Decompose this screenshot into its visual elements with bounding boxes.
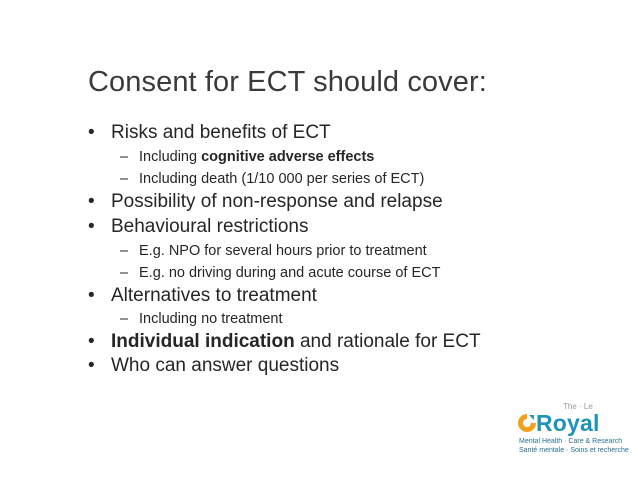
bullet-text: Alternatives to treatment [111, 285, 317, 306]
logo-tagline-en: Mental Health · Care & Research [519, 438, 623, 445]
dash-marker: – [120, 243, 129, 259]
royal-sun-icon [516, 412, 538, 434]
bullet-marker: • [88, 216, 95, 237]
royal-logo [508, 400, 629, 460]
sub-bullet-text: Including no treatment [139, 311, 283, 327]
slide-title: Consent for ECT should cover: [88, 66, 487, 98]
text-bold: Individual indication [111, 331, 295, 352]
text-bold: cognitive adverse effects [201, 149, 375, 165]
sub-bullet-text: Including death (1/10 000 per series of ECT) [139, 171, 425, 187]
text-prefix: Including [139, 149, 202, 165]
bullet-text: Risks and benefits of ECT [111, 122, 331, 143]
logo-the-le: The · Le [563, 402, 593, 411]
sub-bullet-text: E.g. no driving during and acute course of ECT [139, 265, 441, 281]
bullet-marker: • [88, 122, 95, 143]
bullet-marker: • [88, 285, 95, 306]
bullet-text [111, 331, 481, 353]
bullet-marker: • [88, 355, 95, 376]
sub-bullet-text: E.g. NPO for several hours prior to treatment [139, 243, 427, 259]
bullet-text: Possibility of non-response and relapse [111, 191, 443, 212]
text-suffix: and rationale for ECT [294, 331, 481, 352]
logo-name: Royal [536, 410, 600, 436]
sub-bullet-text [139, 149, 374, 165]
bullet-marker: • [88, 331, 95, 352]
dash-marker: – [120, 171, 129, 187]
logo-tagline-fr: Santé mentale · Soins et recherche [519, 447, 629, 454]
dash-marker: – [120, 149, 129, 165]
bullet-text: Who can answer questions [111, 355, 340, 376]
dash-marker: – [120, 311, 129, 327]
dash-marker: – [120, 265, 129, 281]
bullet-text: Behavioural restrictions [111, 216, 309, 237]
bullet-marker: • [88, 191, 95, 212]
